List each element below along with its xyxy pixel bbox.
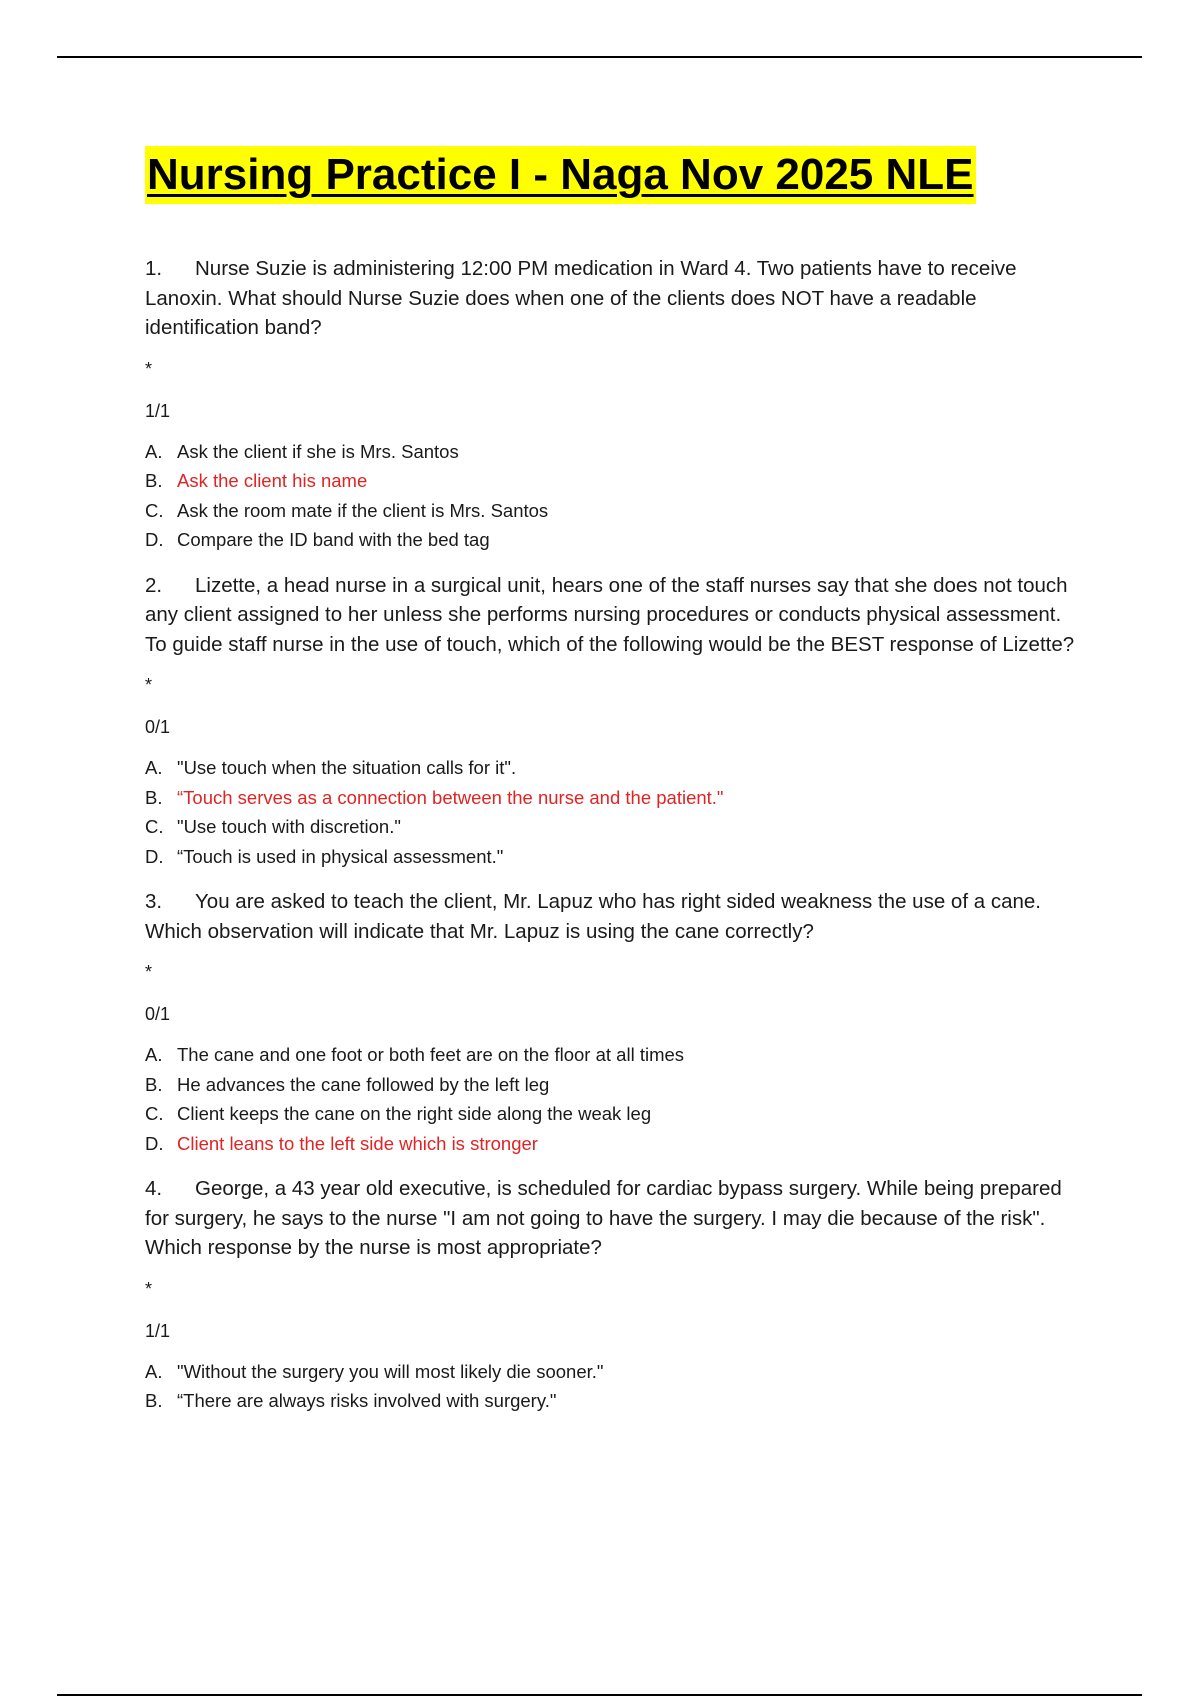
question-3	[145, 887, 1085, 1158]
option-d: D. Compare the ID band with the bed tag	[145, 529, 490, 550]
option-a: A. The cane and one foot or both feet are on the floor at all times	[145, 1044, 685, 1065]
option-c: C. Client keeps the cane on the right side along the weak leg	[145, 1103, 652, 1124]
score: 1/1	[145, 1320, 171, 1341]
question-body: George, a 43 year old executive, is scheduled for cardiac bypass surgery. While being prepared for surgery, he says to the nurse "I am not going to have the surgery. I may die because of the risk". Which response by the nurse is most appropriate?	[145, 1177, 1062, 1259]
required-marker: *	[145, 1278, 153, 1299]
question-body: Nurse Suzie is administering 12:00 PM medication in Ward 4. Two patients have to receive Lanoxin. What should Nurse Suzie does when one of the clients does NOT have a readable identification band?	[145, 257, 1017, 339]
score: 1/1	[145, 400, 171, 421]
question-number: 3.	[145, 890, 163, 913]
page-title: Nursing Practice I - Naga Nov 2025 NLE	[145, 146, 976, 204]
option-d: D. “Touch is used in physical assessment."	[145, 845, 504, 867]
question-text	[145, 1174, 1085, 1263]
question-number: 1.	[145, 257, 163, 280]
question-body: Lizette, a head nurse in a surgical unit, hears one of the staff nurses say that she does not touch any client assigned to her unless she performs nursing procedures or conducts physical assessment. To guide staff nurse in the use of touch, which of the following would be the BEST response of Lizette?	[145, 573, 1075, 656]
top-rule	[57, 56, 1142, 58]
document-body	[145, 146, 1085, 1416]
required-marker: *	[145, 962, 153, 982]
option-b: B. He advances the cane followed by the left leg	[145, 1073, 550, 1095]
option-list	[145, 437, 1085, 555]
option-b: B. “There are always risks involved with surgery."	[145, 1390, 557, 1411]
question-number: 4.	[145, 1177, 163, 1200]
option-d-answer: D. Client leans to the left side which is stronger	[145, 1132, 538, 1154]
option-b-answer: B. “Touch serves as a connection between the nurse and the patient."	[145, 786, 724, 808]
option-a: A. Ask the client if she is Mrs. Santos	[145, 440, 459, 462]
question-text	[145, 254, 1085, 343]
question-2	[145, 571, 1085, 872]
required-marker: *	[145, 675, 153, 695]
question-1	[145, 254, 1085, 555]
option-c: C. "Use touch with discretion."	[145, 816, 401, 837]
option-a: A. "Without the surgery you will most likely die sooner."	[145, 1360, 604, 1382]
required-marker: *	[145, 358, 153, 379]
question-number: 2.	[145, 573, 163, 597]
option-list	[145, 753, 1085, 871]
option-a: A. "Use touch when the situation calls for it".	[145, 757, 517, 778]
question-body: You are asked to teach the client, Mr. Lapuz who has right sided weakness the use of a cane. Which observation will indicate that Mr. Lapuz is using the cane correctly?	[145, 890, 1041, 943]
score: 0/1	[145, 717, 171, 737]
option-list	[145, 1357, 1085, 1416]
option-c: C. Ask the room mate if the client is Mrs. Santos	[145, 499, 549, 521]
question-text	[145, 887, 1085, 946]
question-text	[145, 571, 1085, 660]
option-list	[145, 1040, 1085, 1158]
option-b-answer: B. Ask the client his name	[145, 470, 368, 491]
score: 0/1	[145, 1004, 171, 1024]
question-4	[145, 1174, 1085, 1416]
bottom-rule	[57, 1694, 1142, 1696]
